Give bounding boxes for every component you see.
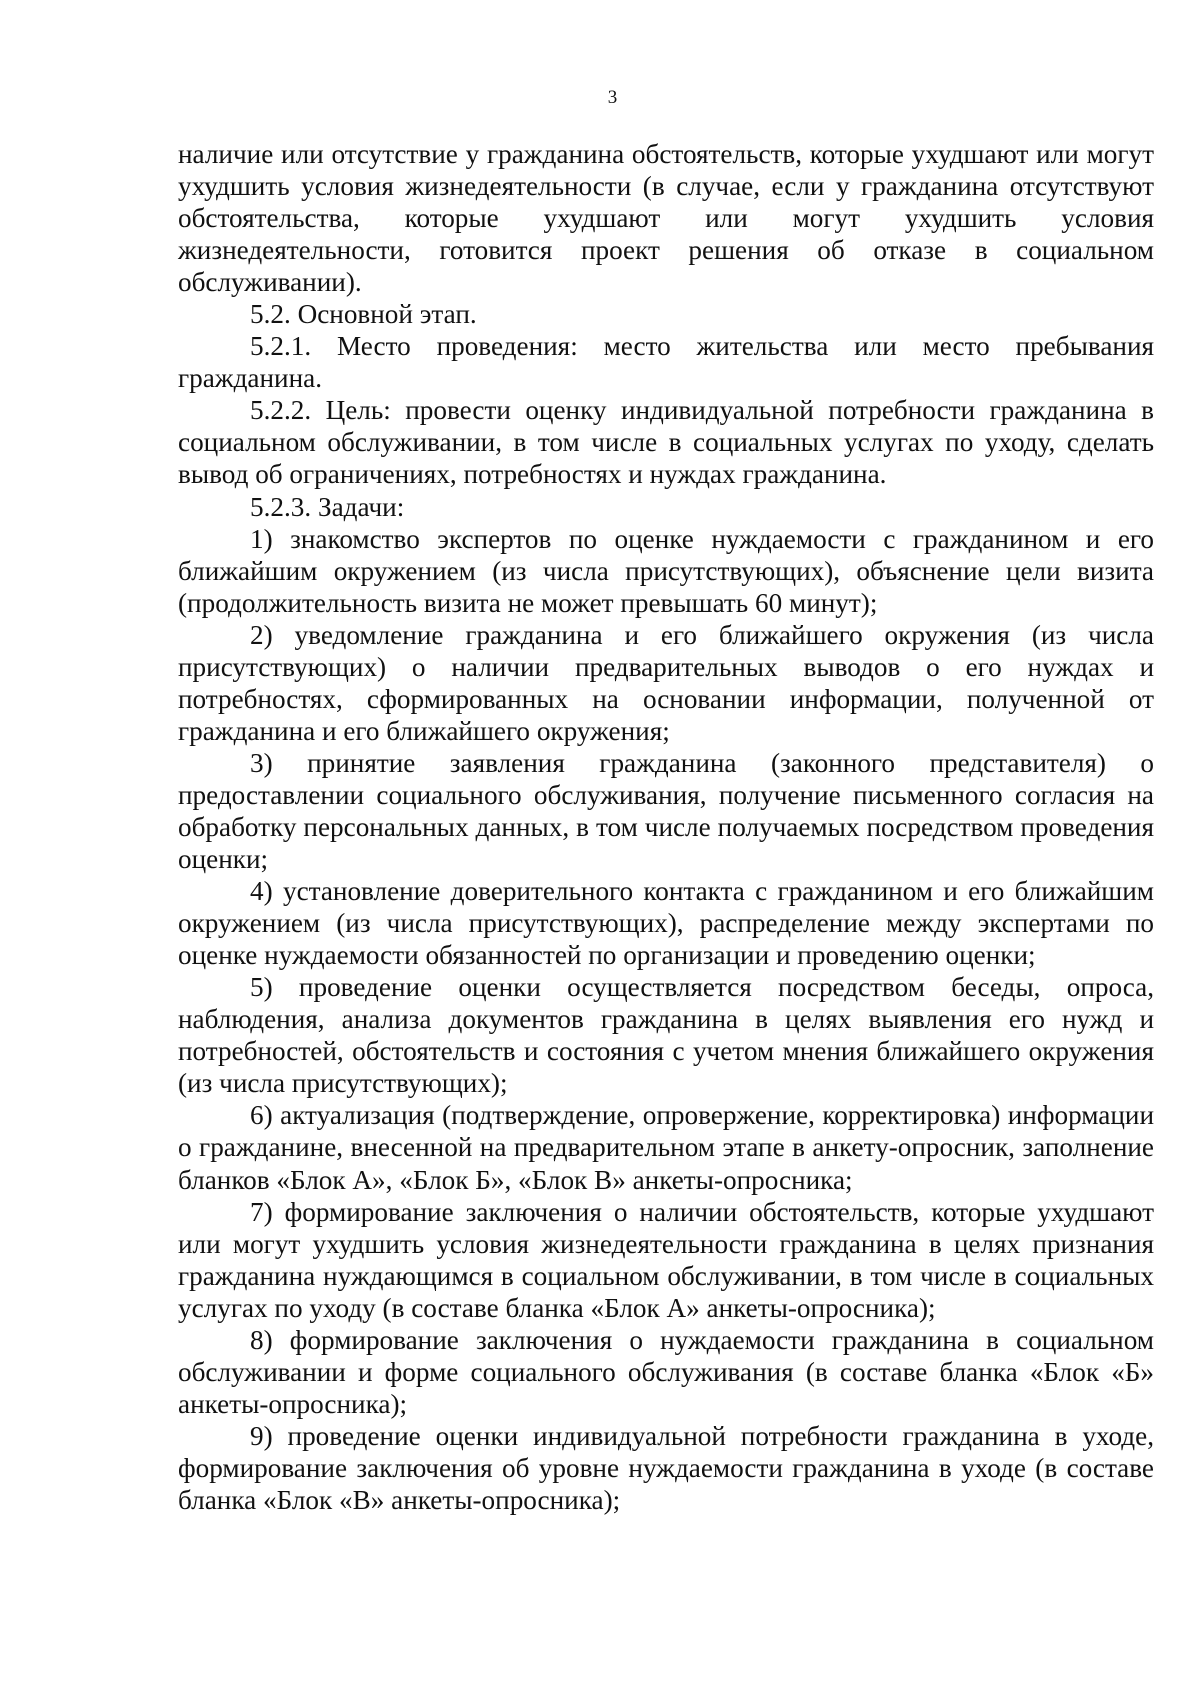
document-body: [178, 138, 1154, 1516]
list-item-5: 5) проведение оценки осуществляется посредством беседы, опроса, наблюдения, анализа документов гражданина в целях выявления его нужд и потребностей, обстоятельств и состояния с учетом мнения ближайшего окружения (из числа присутствующих);: [178, 972, 1154, 1099]
list-item-8: 8) формирование заключения о нуждаемости гражданина в социальном обслуживании и форме социального обслуживания (в составе бланка «Блок «Б» анкеты-опросника);: [178, 1324, 1154, 1419]
list-item-2: 2) уведомление гражданина и его ближайшего окружения (из числа присутствующих) о наличии предварительных выводов о его нуждах и потребностях, сформированных на основании информации, полученной от гражданина и его ближайшего окружения;: [178, 619, 1154, 746]
page-number: 3: [607, 87, 618, 108]
list-item-7: 7) формирование заключения о наличии обстоятельств, которые ухудшают или могут ухудшить условия жизнедеятельности гражданина в целях признания гражданина нуждающимся в социальном обслуживании, в том числе в социальных услугах по уходу (в составе бланка «Блок А» анкеты-опросника);: [178, 1196, 1154, 1323]
list-item-1: 1) знакомство экспертов по оценке нуждаемости с гражданином и его ближайшим окружением (из числа присутствующих), объяснение цели визита (продолжительность визита не может превышать 60 минут);: [178, 523, 1154, 618]
list-item-4: 4) установление доверительного контакта с гражданином и его ближайшим окружением (из числа присутствующих), распределение между экспертами по оценке нуждаемости обязанностей по организации и проведению оценки;: [178, 876, 1154, 971]
paragraph-section-5-2: 5.2. Основной этап.: [250, 299, 477, 330]
paragraph-section-5-2-2: 5.2.2. Цель: провести оценку индивидуальной потребности гражданина в социальном обслуживании, в том числе в социальных услугах по уходу, сделать вывод об ограничениях, потребностях и нуждах гражданина.: [178, 395, 1154, 490]
list-item-6: 6) актуализация (подтверждение, опровержение, корректировка) информации о гражданине, внесенной на предварительном этапе в анкету-опросник, заполнение бланков «Блок А», «Блок Б», «Блок В» анкеты-опросника;: [178, 1100, 1154, 1195]
paragraph-continuation: наличие или отсутствие у гражданина обстоятельств, которые ухудшают или могут ухудшить условия жизнедеятельности (в случае, если у гражданина отсутствуют обстоятельства, которые ухудшают или могут ухудшить условия жизнедеятельности, готовится проект решения об отказе в социальном обслуживании).: [178, 139, 1154, 298]
list-item-9: 9) проведение оценки индивидуальной потребности гражданина в уходе, формирование заключения об уровне нуждаемости гражданина в уходе (в составе бланка «Блок «В» анкеты-опросника);: [178, 1420, 1154, 1515]
list-item-3: 3) принятие заявления гражданина (законного представителя) о предоставлении социального обслуживания, получение письменного согласия на обработку персональных данных, в том числе получаемых посредством проведения оценки;: [178, 747, 1154, 875]
paragraph-section-5-2-3: 5.2.3. Задачи:: [250, 491, 405, 522]
paragraph-section-5-2-1: 5.2.1. Место проведения: место жительства или место пребывания гражданина.: [178, 331, 1154, 394]
